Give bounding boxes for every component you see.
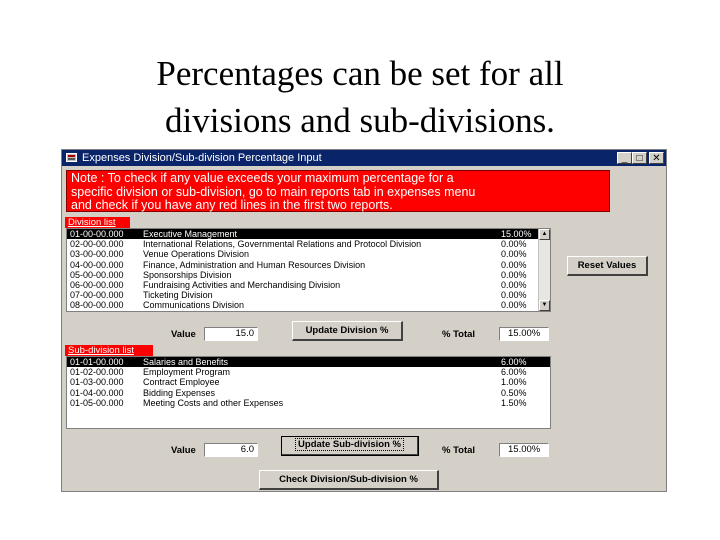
scroll-down-arrow-icon[interactable]: ▼ — [539, 300, 550, 311]
maximize-button[interactable]: □ — [632, 152, 647, 164]
division-percentage: 15.00% — [501, 229, 532, 239]
division-row[interactable] — [67, 260, 550, 270]
scroll-up-arrow-icon[interactable]: ▲ — [539, 229, 550, 240]
subdivision-total-label: % Total — [442, 445, 476, 456]
division-row[interactable] — [67, 229, 550, 239]
division-value-label: Value — [171, 329, 196, 340]
subdivision-value-input[interactable]: 6.0 — [204, 443, 258, 457]
division-scrollbar[interactable] — [538, 229, 550, 311]
division-code: 08-00-00.000 — [70, 300, 124, 311]
division-code: 06-00-00.000 — [70, 279, 124, 290]
division-code: 03-00-00.000 — [70, 249, 124, 260]
subdivision-name: Bidding Expenses — [143, 387, 216, 398]
subdivision-code: 01-05-00.000 — [70, 397, 124, 408]
division-code: 02-00-00.000 — [70, 239, 124, 250]
subdivision-row[interactable] — [67, 377, 550, 387]
reset-values-button[interactable]: Reset Values — [567, 256, 648, 276]
percentage-input-window — [61, 149, 667, 492]
division-value-input[interactable]: 15.0 — [204, 327, 258, 341]
division-code: 07-00-00.000 — [70, 290, 124, 301]
subdivision-listbox[interactable] — [66, 356, 551, 429]
subdivision-total-field: 15.00% — [499, 443, 549, 457]
subdivision-row[interactable] — [67, 357, 550, 367]
close-button[interactable]: ✕ — [649, 152, 664, 164]
division-name: Executive Management — [143, 229, 238, 239]
division-name: International Relations, Governmental Relations and Protocol Division — [143, 239, 422, 250]
check-percentages-button[interactable]: Check Division/Sub-division % — [259, 470, 439, 490]
division-row[interactable] — [67, 300, 550, 310]
division-code: 01-00-00.000 — [70, 229, 124, 239]
minimize-button[interactable]: _ — [617, 152, 632, 164]
division-name: Venue Operations Division — [143, 249, 250, 260]
subdivision-code: 01-02-00.000 — [70, 367, 124, 378]
update-subdivision-button-label: Update Sub-division % — [295, 438, 404, 451]
subdivision-percentage: 6.00% — [501, 357, 527, 367]
update-division-button[interactable]: Update Division % — [292, 321, 403, 341]
subdivision-value-label: Value — [171, 445, 196, 456]
subdivision-name: Salaries and Benefits — [143, 357, 229, 367]
division-percentage: 0.00% — [501, 259, 527, 270]
division-rows — [67, 229, 550, 311]
subdivision-name: Employment Program — [143, 367, 231, 378]
division-row[interactable] — [67, 249, 550, 259]
window-titlebar — [62, 150, 666, 166]
division-percentage: 0.00% — [501, 269, 527, 280]
division-percentage: 0.00% — [501, 239, 527, 250]
division-row[interactable] — [67, 270, 550, 280]
form-icon — [66, 153, 77, 162]
slide-title-line-2: divisions and sub-divisions. — [165, 101, 555, 140]
subdivision-code: 01-01-00.000 — [70, 357, 124, 367]
subdivision-percentage: 6.00% — [501, 367, 527, 378]
division-list-header: Division list — [65, 217, 130, 228]
division-name: Finance, Administration and Human Resources Division — [143, 259, 366, 270]
division-row[interactable] — [67, 290, 550, 300]
division-name: Communications Division — [143, 300, 245, 311]
subdivision-code: 01-03-00.000 — [70, 377, 124, 388]
division-code: 04-00-00.000 — [70, 259, 124, 270]
division-percentage: 0.00% — [501, 279, 527, 290]
division-name: Ticketing Division — [143, 290, 213, 301]
update-subdivision-button[interactable] — [281, 436, 419, 456]
division-listbox[interactable] — [66, 228, 551, 312]
subdivision-rows — [67, 357, 550, 408]
subdivision-percentage: 1.00% — [501, 377, 527, 388]
subdivision-percentage: 1.50% — [501, 397, 527, 408]
division-percentage: 0.00% — [501, 290, 527, 301]
division-row[interactable] — [67, 239, 550, 249]
slide-title-line-1: Percentages can be set for all — [156, 54, 564, 93]
subdivision-code: 01-04-00.000 — [70, 387, 124, 398]
subdivision-name: Meeting Costs and other Expenses — [143, 397, 284, 408]
division-code: 05-00-00.000 — [70, 269, 124, 280]
division-name: Sponsorships Division — [143, 269, 232, 280]
warning-note: Note : To check if any value exceeds your maximum percentage for a specific division or sub-division, go to main reports tab in expenses menu and check if you have any red lines in the first two reports. — [66, 170, 610, 212]
division-total-label: % Total — [442, 329, 476, 340]
subdivision-percentage: 0.50% — [501, 387, 527, 398]
subdivision-row[interactable] — [67, 398, 550, 408]
slide-title — [0, 50, 720, 144]
window-title: Expenses Division/Sub-division Percentage Input — [82, 152, 322, 164]
subdivision-name: Contract Employee — [143, 377, 220, 388]
division-name: Fundraising Activities and Merchandising Division — [143, 279, 341, 290]
division-percentage: 0.00% — [501, 300, 527, 311]
subdivision-row[interactable] — [67, 388, 550, 398]
division-row[interactable] — [67, 280, 550, 290]
division-total-field: 15.00% — [499, 327, 549, 341]
subdivision-list-header: Sub-division list — [65, 345, 153, 356]
division-percentage: 0.00% — [501, 249, 527, 260]
subdivision-row[interactable] — [67, 367, 550, 377]
